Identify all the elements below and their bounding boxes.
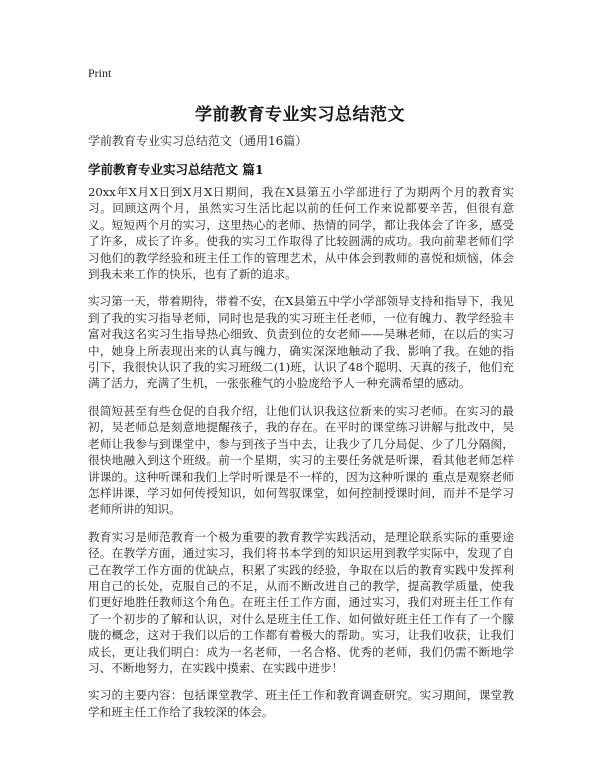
paragraph: 20xx年X月X日到X月X日期间，我在X县第五小学部进行了为期两个月的教育实习。回顾这两个月，虽然实习生活比起以前的任何工作来说都要辛苦，但很有意义。短短两个月的实习，这里热心的老师、热情的同学，都让我体会了许多，感受了许多，成长了许多。使我的实习工作取得了比较圆满的成功。我向前辈老师们学习他们的教学经验和班主任工作的管理艺术，从中体会到教师的喜悦和烦恼，体会到我未来工作的快乐，也有了新的追求。 bbox=[88, 185, 514, 282]
document-subtitle: 学前教育专业实习总结范文（通用16篇） bbox=[88, 134, 308, 148]
print-link[interactable]: Print bbox=[88, 66, 112, 80]
section-heading: 学前教育专业实习总结范文 篇1 bbox=[88, 162, 264, 177]
paragraph: 教育实习是师范教育一个极为重要的教育教学实践活动，是理论联系实际的重要途径。在教学方面，通过实习，我们将书本学到的知识运用到教学实际中，发现了自己在教学工作方面的优缺点，积累了实践的经验，争取在以后的教育实践中发挥利用自己的长处，克服自己的不足，从而不断改进自己的教学，提高教学质量，使我们更好地胜任教师这个角色。在班主任工作方面，通过实习，我们对班主任工作有了一个初步的了解和认识，对什么是班主任工作、如何做好班主任工作有了一个朦胧的概念，这对于我们以后的工作都有着极大的帮助。实习，让我们收获，让我们成长，更让我们明白：成为一名老师，一名合格、优秀的老师，我们仍需不断地学习、不断地努力，在实践中摸索、在实践中进步！ bbox=[88, 529, 514, 675]
body-text bbox=[88, 184, 514, 731]
paragraph: 实习第一天，带着期待，带着不安，在X县第五中学小学部领导支持和指导下，我见到了我的实习指导老师，同时也是我的实习班主任老师，一位有魄力、教学经验丰富对我这名实习生指导热心细致、负责到位的女老师——吴琳老师，在以后的实习中，她身上所表现出来的认真与魄力，确实深深地触动了我、影响了我。在她的指引下，我很快认识了我的实习班级二(1)班，认识了48个聪明、天真的孩子，他们充满了活力，充满了生机，一张张稚气的小脸庞给予人一种充满希望的感动。 bbox=[88, 294, 514, 391]
paragraph: 实习的主要内容：包括课堂教学、班主任工作和教育调查研究。实习期间，课堂教学和班主任工作给了我较深的体会。 bbox=[88, 688, 514, 719]
paragraph: 很简短甚至有些仓促的自我介绍，让他们认识我这位新来的实习老师。在实习的最初，吴老师总是刻意地提醒孩子，我的存在。在平时的课堂练习讲解与批改中，吴老师让我参与到课堂中，参与到孩子当中去，让我少了几分局促、少了几分隔阂，很快地融入到这个班级。前一个星期，实习的主要任务就是听课，看其他老师怎样讲课的。这种听课和我们上学时听课是不一样的，因为这种听课的 重点是观察老师怎样讲课，学习如何传授知识，如何驾驭课堂，如何控制授课时间，而并不是学习老师所讲的知识。 bbox=[88, 403, 514, 517]
page-title: 学前教育专业实习总结范文 bbox=[195, 105, 405, 125]
